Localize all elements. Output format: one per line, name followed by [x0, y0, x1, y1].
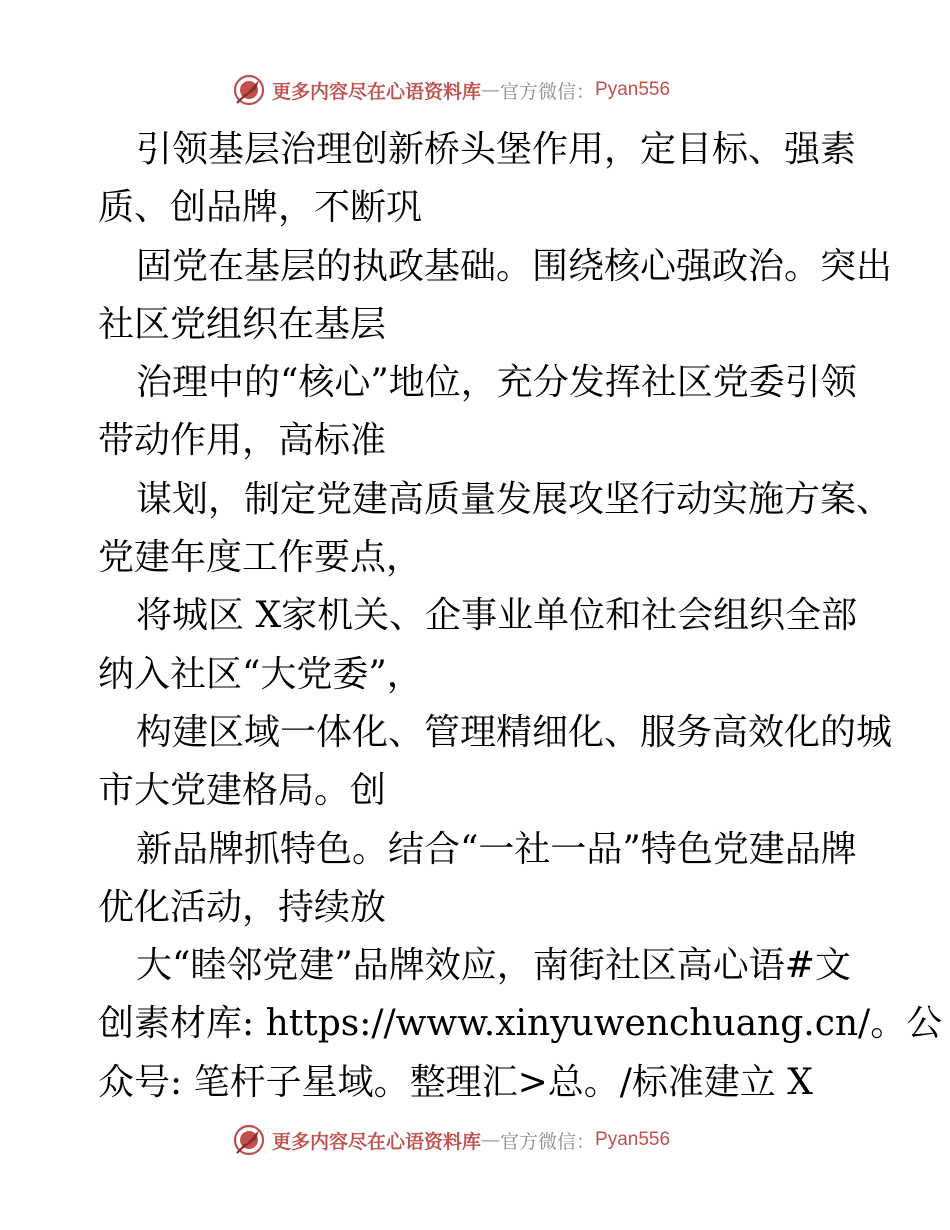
watermark-sub-text: 官方微信： — [500, 80, 596, 103]
text-line: 带动作用，高标准 — [98, 420, 387, 462]
text-line: 谋划，制定党建高质量发展攻坚行动实施方案、 — [136, 478, 893, 520]
text-line: 质、创品牌，不断巩 — [98, 187, 423, 229]
text-line: 优化活动，持续放 — [98, 886, 387, 928]
text-line: 市大党建格局。创 — [98, 770, 387, 812]
text-line: 党建年度工作要点， — [98, 537, 423, 579]
quill-logo-icon — [232, 73, 266, 107]
text-line: 固党在基层的执政基础。围绕核心强政治。突出 — [136, 245, 893, 287]
watermark-wechat-id: Pyan556 — [595, 79, 671, 100]
text-line: 众号: 笔杆子星域。整理汇>总。/标准建立 X — [98, 1061, 813, 1103]
text-line: 治理中的“核心”地位，充分发挥社区党委引领 — [136, 362, 857, 404]
watermark-main-text: 更多内容尽在心语资料库 — [272, 80, 482, 103]
watermark-wechat-id: Pyan556 — [595, 1129, 671, 1150]
text-line: 社区党组织在基层 — [98, 303, 387, 345]
header-watermark — [232, 72, 732, 108]
watermark-dash: — — [481, 79, 501, 101]
text-line: 构建区域一体化、管理精细化、服务高效化的城 — [136, 711, 893, 753]
watermark-main-text: 更多内容尽在心语资料库 — [272, 1130, 482, 1153]
watermark-dash: — — [481, 1129, 501, 1151]
text-line: 创素材库: https://www.xinyuwenchuang.cn/。公 — [98, 1003, 943, 1045]
quill-logo-icon — [232, 1123, 266, 1157]
text-line: 纳入社区“大党委”， — [98, 653, 423, 695]
text-line: 新品牌抓特色。结合“一社一品”特色党建品牌 — [136, 828, 857, 870]
body-text — [98, 121, 943, 1112]
text-line: 大“睦邻党建”品牌效应，南街社区高心语#文 — [136, 945, 851, 987]
text-line: 引领基层治理创新桥头堡作用，定目标、强素 — [136, 129, 857, 170]
watermark-sub-text: 官方微信： — [500, 1130, 596, 1153]
footer-watermark — [232, 1122, 732, 1158]
text-line: 将城区 X家机关、企事业单位和社会组织全部 — [136, 595, 858, 637]
